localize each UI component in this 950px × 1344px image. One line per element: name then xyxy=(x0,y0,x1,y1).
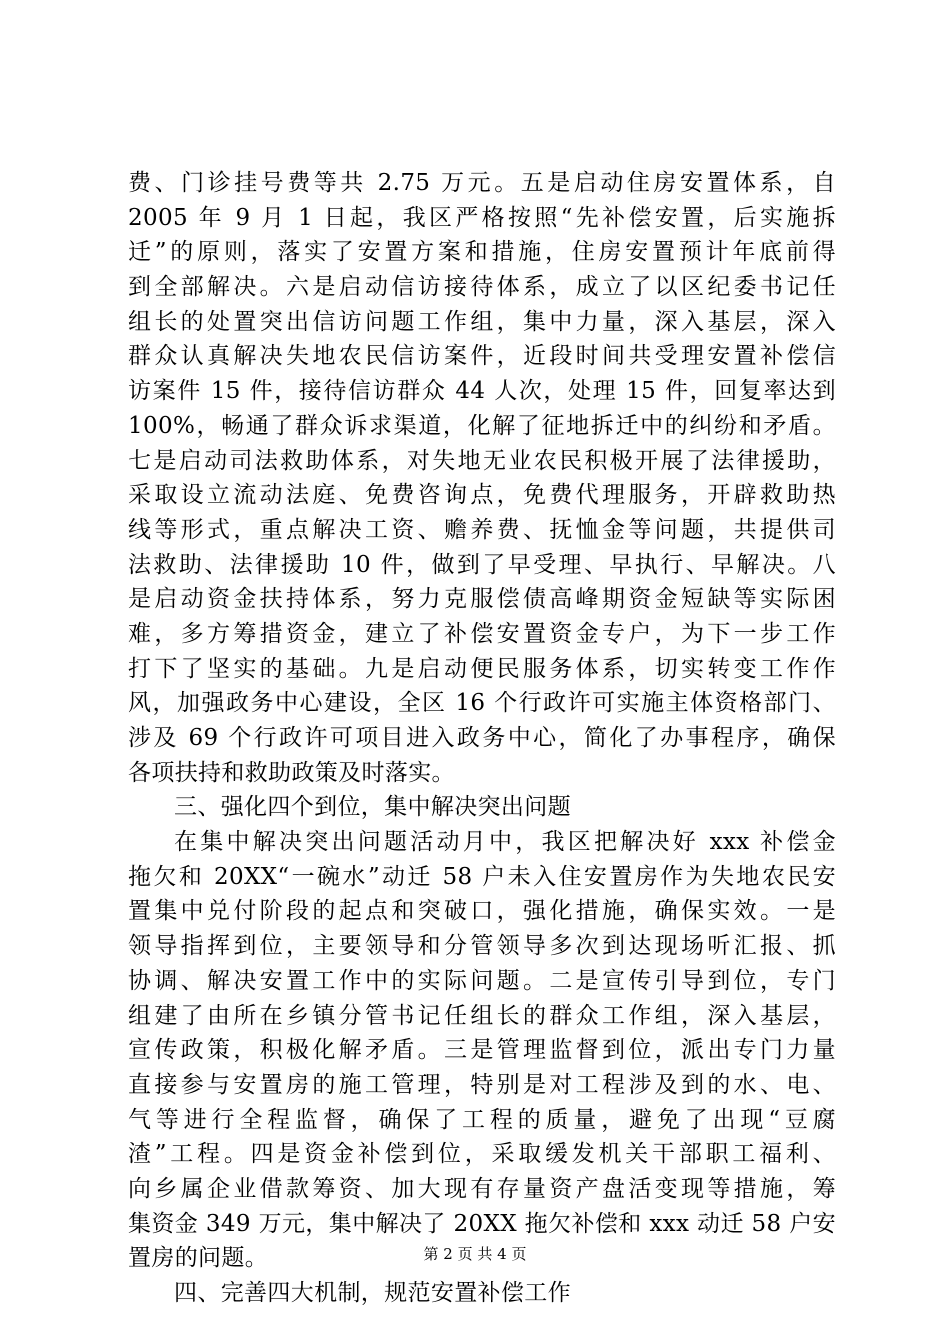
body-text xyxy=(128,166,836,1311)
text-line: 气等进行全程监督，确保了工程的质量，避免了出现“豆腐 xyxy=(128,1106,836,1133)
text-line: 法救助、法律援助 10 件，做到了早受理、早执行、早解决。八 xyxy=(128,551,836,578)
text-line: 100%，畅通了群众诉求渠道，化解了征地拆迁中的纠纷和矛盾。 xyxy=(128,412,836,439)
text-line: 难，多方筹措资金，建立了补偿安置资金专户，为下一步工作 xyxy=(128,620,836,647)
text-line: 是启动资金扶持体系，努力克服偿债高峰期资金短缺等实际困 xyxy=(128,586,836,613)
text-line: 各项扶持和救助政策及时落实。 xyxy=(128,759,455,786)
text-line: 访案件 15 件，接待信访群众 44 人次，处理 15 件，回复率达到 xyxy=(128,378,836,405)
text-line: 拖欠和 20XX“一碗水”动迁 58 户未入住安置房作为失地农民安 xyxy=(128,863,836,890)
text-line: 七是启动司法救助体系，对失地无业农民积极开展了法律援助， xyxy=(128,447,836,474)
text-line: 采取设立流动法庭、免费咨询点，免费代理服务，开辟救助热 xyxy=(128,482,836,509)
text-line: 向乡属企业借款筹资、加大现有存量资产盘活变现等措施，筹 xyxy=(128,1175,836,1202)
text-line: 置房的问题。 xyxy=(128,1245,269,1272)
text-line: 渣”工程。四是资金补偿到位，采取缓发机关干部职工福利、 xyxy=(128,1141,836,1168)
text-line: 领导指挥到位，主要领导和分管领导多次到达现场听汇报、抓 xyxy=(128,933,836,960)
page-footer xyxy=(0,1244,950,1264)
text-line: 组长的处置突出信访问题工作组，集中力量，深入基层，深入 xyxy=(128,308,836,335)
section-heading-4: 四、完善四大机制，规范安置补偿工作 xyxy=(174,1280,571,1306)
text-line: 费、门诊挂号费等共 2.75 万元。五是启动住房安置体系，自 xyxy=(128,170,836,196)
text-line: 直接参与安置房的施工管理，特别是对工程涉及到的水、电、 xyxy=(128,1071,836,1098)
text-line: 涉及 69 个行政许可项目进入政务中心，简化了办事程序，确保 xyxy=(128,725,836,751)
text-line: 打下了坚实的基础。九是启动便民服务体系，切实转变工作作 xyxy=(128,655,836,682)
text-line: 到全部解决。六是启动信访接待体系，成立了以区纪委书记任 xyxy=(128,274,836,301)
text-line: 风，加强政务中心建设，全区 16 个行政许可实施主体资格部门、 xyxy=(128,690,836,717)
paragraph-first-line: 在集中解决突出问题活动月中，我区把解决好 xxx 补偿金 xyxy=(174,829,836,856)
section-heading-3: 三、强化四个到位，集中解决突出问题 xyxy=(174,794,571,821)
text-line: 组建了由所在乡镇分管书记任组长的群众工作组，深入基层， xyxy=(128,1002,836,1029)
text-line: 线等形式，重点解决工资、赡养费、抚恤金等问题，共提供司 xyxy=(128,516,836,543)
text-line: 协调、解决安置工作中的实际问题。二是宣传引导到位，专门 xyxy=(128,967,836,994)
text-line: 2005 年 9 月 1 日起，我区严格按照“先补偿安置，后实施拆 xyxy=(128,204,836,231)
text-line: 置集中兑付阶段的起点和突破口，强化措施，确保实效。一是 xyxy=(128,898,836,925)
text-line: 宣传政策，积极化解矛盾。三是管理监督到位，派出专门力量 xyxy=(128,1037,836,1064)
text-line: 迁”的原则，落实了安置方案和措施，住房安置预计年底前得 xyxy=(128,239,836,266)
text-line: 集资金 349 万元，集中解决了 20XX 拖欠补偿和 xxx 动迁 58 户安 xyxy=(128,1210,836,1237)
page-number-label: 第 2 页 共 4 页 xyxy=(423,1245,527,1263)
text-line: 群众认真解决失地农民信访案件，近段时间共受理安置补偿信 xyxy=(128,343,836,370)
